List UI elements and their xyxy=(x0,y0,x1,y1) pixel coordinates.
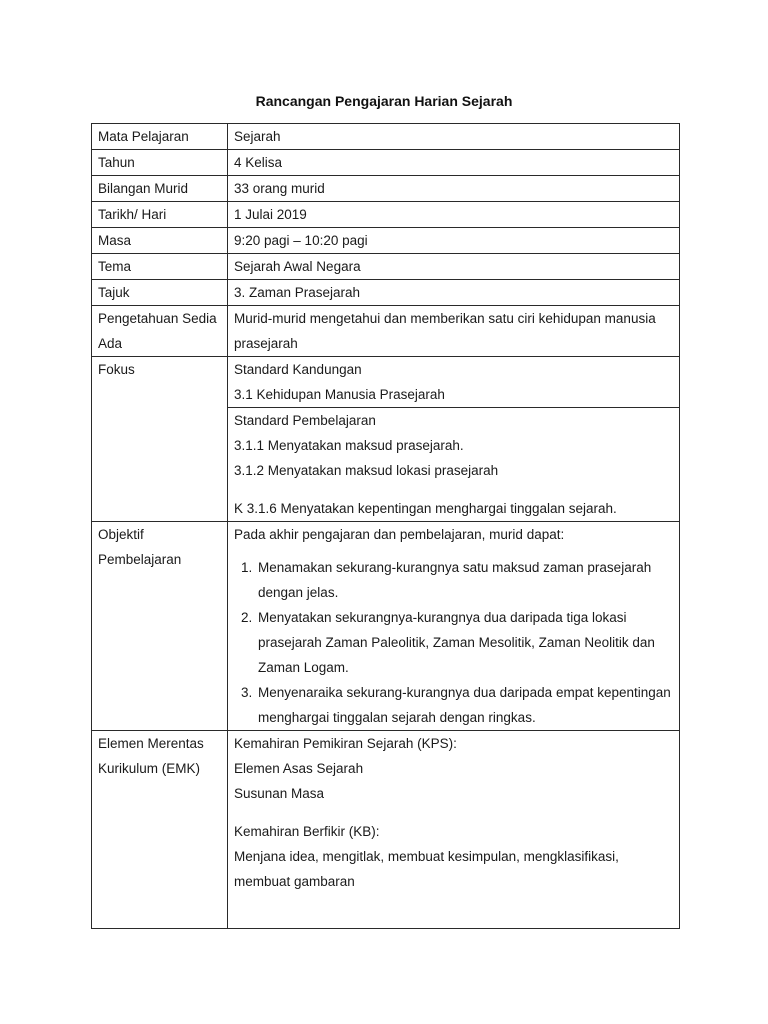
table-row xyxy=(92,176,680,202)
kps-item: Elemen Asas Sejarah xyxy=(234,761,364,776)
standard-kandungan-cell xyxy=(228,357,680,408)
table-row xyxy=(92,150,680,176)
value-line: prasejarah xyxy=(234,336,298,351)
row-label: Tajuk xyxy=(92,280,228,306)
row-value xyxy=(228,731,680,929)
row-label: Tema xyxy=(92,254,228,280)
label-line: Elemen Merentas xyxy=(98,736,204,751)
standard-pembelajaran-cell xyxy=(228,408,680,522)
table-row xyxy=(92,280,680,306)
value-line: Murid-murid mengetahui dan memberikan satu ciri kehidupan manusia xyxy=(234,311,656,326)
kps-heading: Kemahiran Pemikiran Sejarah (KPS): xyxy=(234,736,457,751)
kb-line: membuat gambaran xyxy=(234,874,355,889)
row-label: Tahun xyxy=(92,150,228,176)
table-row xyxy=(92,254,680,280)
row-value: Sejarah Awal Negara xyxy=(228,254,680,280)
row-value xyxy=(228,522,680,731)
list-item: 2. Menyatakan sekurangnya-kurangnya dua daripada tiga lokasi prasejarah Zaman Paleolitik, Zaman Mesolitik, Zaman Neolitik dan Zaman Logam. xyxy=(256,605,673,680)
label-line: Pengetahuan Sedia xyxy=(98,311,217,326)
table-row xyxy=(92,124,680,150)
row-value: 3. Zaman Prasejarah xyxy=(228,280,680,306)
kps-item: Susunan Masa xyxy=(234,786,325,801)
list-item: 1. Menamakan sekurang-kurangnya satu maksud zaman prasejarah dengan jelas. xyxy=(256,555,673,605)
sp-item: 3.1.2 Menyatakan maksud lokasi prasejarah xyxy=(234,463,499,478)
table-row xyxy=(92,228,680,254)
row-value: 9:20 pagi – 10:20 pagi xyxy=(228,228,680,254)
sp-item: 3.1.1 Menyatakan maksud prasejarah. xyxy=(234,438,464,453)
objective-intro: Pada akhir pengajaran dan pembelajaran, murid dapat: xyxy=(234,527,565,542)
row-value: 4 Kelisa xyxy=(228,150,680,176)
table-row xyxy=(92,306,680,357)
row-value: 1 Julai 2019 xyxy=(228,202,680,228)
table-row xyxy=(92,202,680,228)
sk-item: 3.1 Kehidupan Manusia Prasejarah xyxy=(234,387,445,402)
table-row xyxy=(92,731,680,929)
kb-heading: Kemahiran Berfikir (KB): xyxy=(234,824,380,839)
label-line: Pembelajaran xyxy=(98,552,182,567)
row-label: Tarikh/ Hari xyxy=(92,202,228,228)
row-label: Masa xyxy=(92,228,228,254)
page-title: Rancangan Pengajaran Harian Sejarah xyxy=(255,93,513,109)
list-item: 3. Menyenaraika sekurang-kurangnya dua daripada empat kepentingan menghargai tinggalan sejarah dengan ringkas. xyxy=(256,680,673,730)
sp-heading: Standard Pembelajaran xyxy=(234,413,376,428)
row-label: Bilangan Murid xyxy=(92,176,228,202)
table-row xyxy=(92,357,680,408)
row-value: Sejarah xyxy=(228,124,680,150)
label-line: Ada xyxy=(98,336,123,351)
row-label xyxy=(92,731,228,929)
row-value xyxy=(228,306,680,357)
kb-line: Menjana idea, mengitlak, membuat kesimpulan, mengklasifikasi, xyxy=(234,849,619,864)
row-label: Fokus xyxy=(92,357,228,522)
label-line: Objektif xyxy=(98,527,144,542)
sp-item: K 3.1.6 Menyatakan kepentingan menghargai tinggalan sejarah. xyxy=(234,501,617,516)
table-row xyxy=(92,522,680,731)
sk-heading: Standard Kandungan xyxy=(234,362,362,377)
row-value: 33 orang murid xyxy=(228,176,680,202)
objective-list xyxy=(234,555,673,730)
label-line: Kurikulum (EMK) xyxy=(98,761,201,776)
row-label xyxy=(92,306,228,357)
lesson-plan-table xyxy=(91,123,680,929)
row-label xyxy=(92,522,228,731)
row-label: Mata Pelajaran xyxy=(92,124,228,150)
